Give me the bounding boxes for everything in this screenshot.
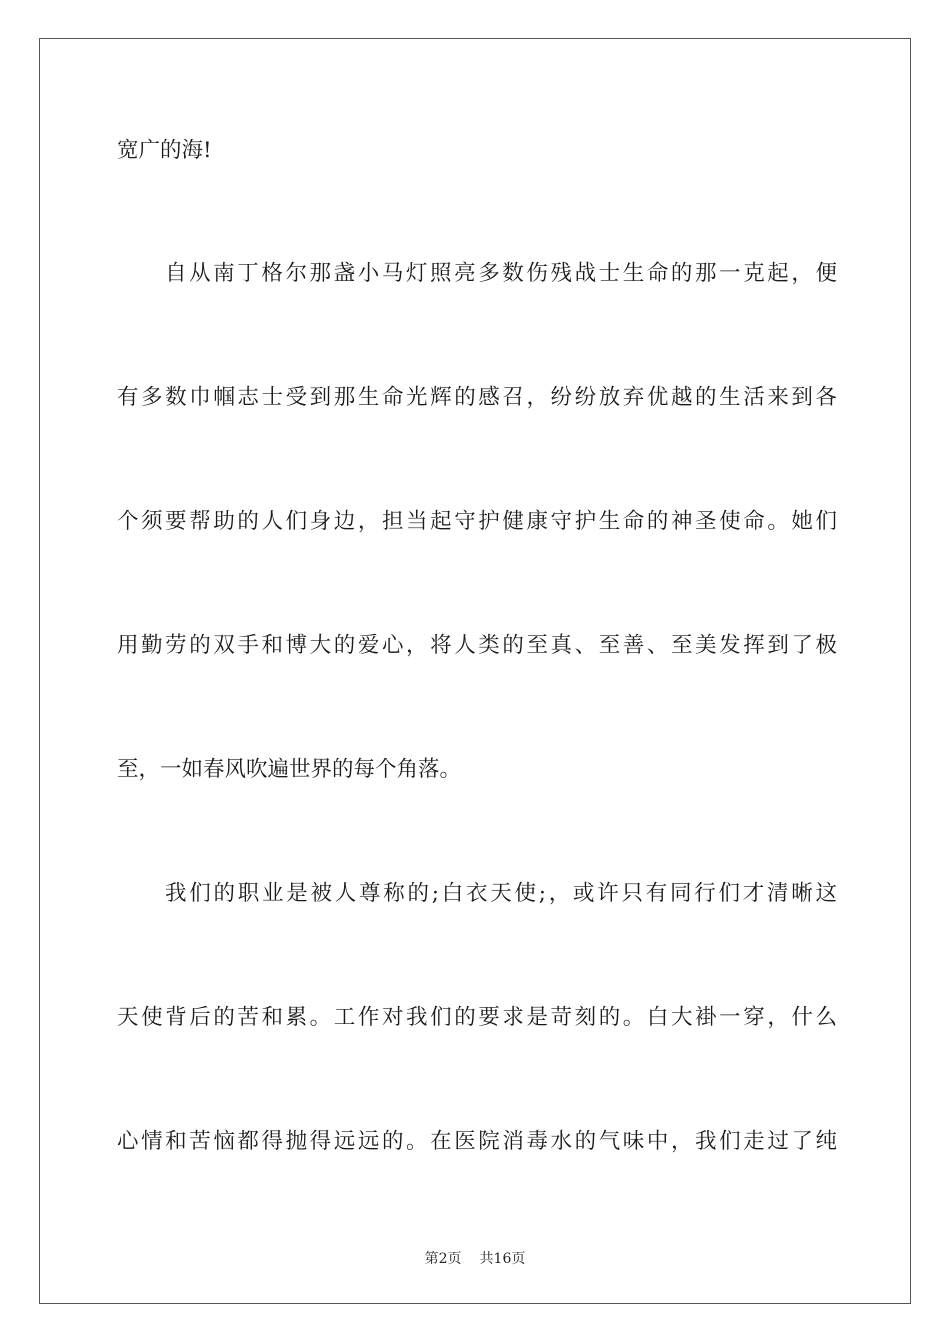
page-number: 第2页 — [424, 1251, 462, 1267]
page-total: 共16页 — [479, 1251, 526, 1267]
text-line: 个须要帮助的人们身边，担当起守护健康守护生命的神圣使命。她们 — [117, 509, 837, 534]
text-line: 宽广的海! — [117, 138, 212, 163]
page-footer — [0, 1248, 950, 1268]
text-line: 用勤劳的双手和博大的爱心，将人类的至真、至善、至美发挥到了极 — [117, 633, 837, 658]
text-line: 有多数巾帼志士受到那生命光辉的感召，纷纷放弃优越的生活来到各 — [117, 385, 837, 410]
text-line: 心情和苦恼都得抛得远远的。在医院消毒水的气味中，我们走过了纯 — [117, 1129, 837, 1154]
text-line: 至，一如春风吹遍世界的每个角落。 — [117, 757, 462, 782]
text-line: 自从南丁格尔那盏小马灯照亮多数伤残战士生命的那一克起，便 — [165, 261, 837, 286]
text-line: 我们的职业是被人尊称的;白衣天使;，或许只有同行们才清晰这 — [165, 881, 837, 906]
page-frame — [39, 38, 911, 1304]
text-line: 天使背后的苦和累。工作对我们的要求是苛刻的。白大褂一穿，什么 — [117, 1005, 837, 1030]
